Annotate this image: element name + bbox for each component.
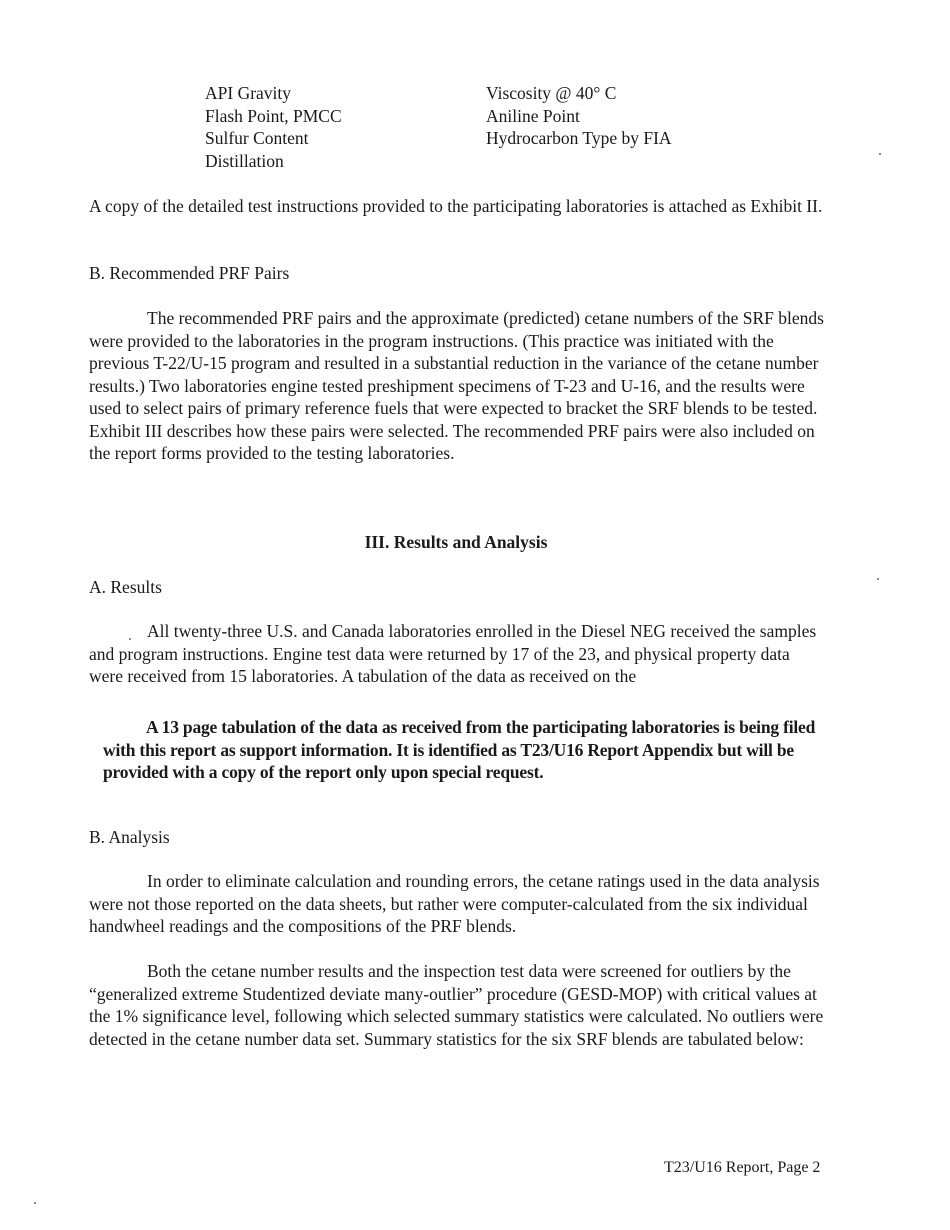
section-heading-prf-pairs: B. Recommended PRF Pairs: [89, 263, 290, 283]
analysis-paragraph: Both the cetane number results and the inspection test data were screened for outliers by the “generalized extreme Studentized deviate many-outlier” procedure (GESD-MOP) with critical values at the 1% significance level, following which selected summary statistics were calculated. No outliers were detected in the cetane number data set. Summary statistics for the six SRF blends are tabulated below:: [89, 961, 824, 1049]
property-item: Flash Point, PMCC: [205, 105, 342, 126]
scan-speck: [877, 578, 879, 580]
section-b-prf-heading-block: [89, 262, 824, 285]
appendix-note-block: [103, 716, 831, 784]
section-heading-results-analysis: III. Results and Analysis: [364, 532, 548, 552]
prf-paragraph-block: [89, 307, 824, 465]
subsection-heading-analysis: B. Analysis: [89, 827, 170, 847]
appendix-note: A 13 page tabulation of the data as received from the participating laboratories is being filed with this report as support information. It is identified as T23/U16 Report Appendix but will be provided with a copy of the report only upon special request.: [103, 717, 816, 782]
properties-left-column: [205, 82, 486, 172]
scan-speck: [34, 1202, 36, 1204]
analysis-paragraph-2-block: [89, 960, 824, 1050]
subsection-heading-results: A. Results: [89, 577, 162, 597]
properties-right-column: [486, 82, 765, 172]
results-paragraph-block: [89, 620, 824, 688]
exhibit-note: A copy of the detailed test instructions provided to the participating laboratories is attached as Exhibit II.: [89, 196, 823, 216]
scan-speck: [129, 638, 131, 640]
results-paragraph: All twenty-three U.S. and Canada laboratories enrolled in the Diesel NEG received the samples and program instructions. Engine test data were returned by 17 of the 23, and physical property data were received from 15 laboratories. A tabulation of the data as received on the: [89, 621, 817, 686]
prf-pairs-paragraph: The recommended PRF pairs and the approximate (predicted) cetane numbers of the SRF blends were provided to the laboratories in the program instructions. (This practice was initiated with the previous T-22/U-15 program and resulted in a substantial reduction in the variance of the cetane number results.) Two laboratories engine tested preshipment specimens of T-23 and U-16, and the results were used to select pairs of primary reference fuels that were expected to bracket the SRF blends to be tested. Exhibit III describes how these pairs were selected. The recommended PRF pairs were also included on the report forms provided to the testing laboratories.: [89, 308, 824, 463]
exhibit-note-block: [89, 195, 824, 218]
test-properties-list: [205, 82, 765, 172]
property-item: API Gravity: [205, 83, 292, 103]
results-heading-block: [89, 576, 824, 599]
analysis-paragraph-1-block: [89, 870, 824, 938]
analysis-paragraph: In order to eliminate calculation and rounding errors, the cetane ratings used in the data analysis were not those reported on the data sheets, but rather were computer-calculated from the six individual handwheel readings and the compositions of the PRF blends.: [89, 871, 820, 936]
scan-speck: [879, 153, 881, 155]
property-item: Sulfur Content: [205, 128, 309, 148]
analysis-heading-block: [89, 826, 824, 849]
property-item: Hydrocarbon Type by FIA: [486, 128, 672, 148]
property-item: Aniline Point: [486, 105, 580, 126]
page-footer: T23/U16 Report, Page 2: [664, 1159, 821, 1176]
property-item: Viscosity @ 40° C: [486, 83, 617, 103]
property-item: Distillation: [205, 150, 284, 171]
